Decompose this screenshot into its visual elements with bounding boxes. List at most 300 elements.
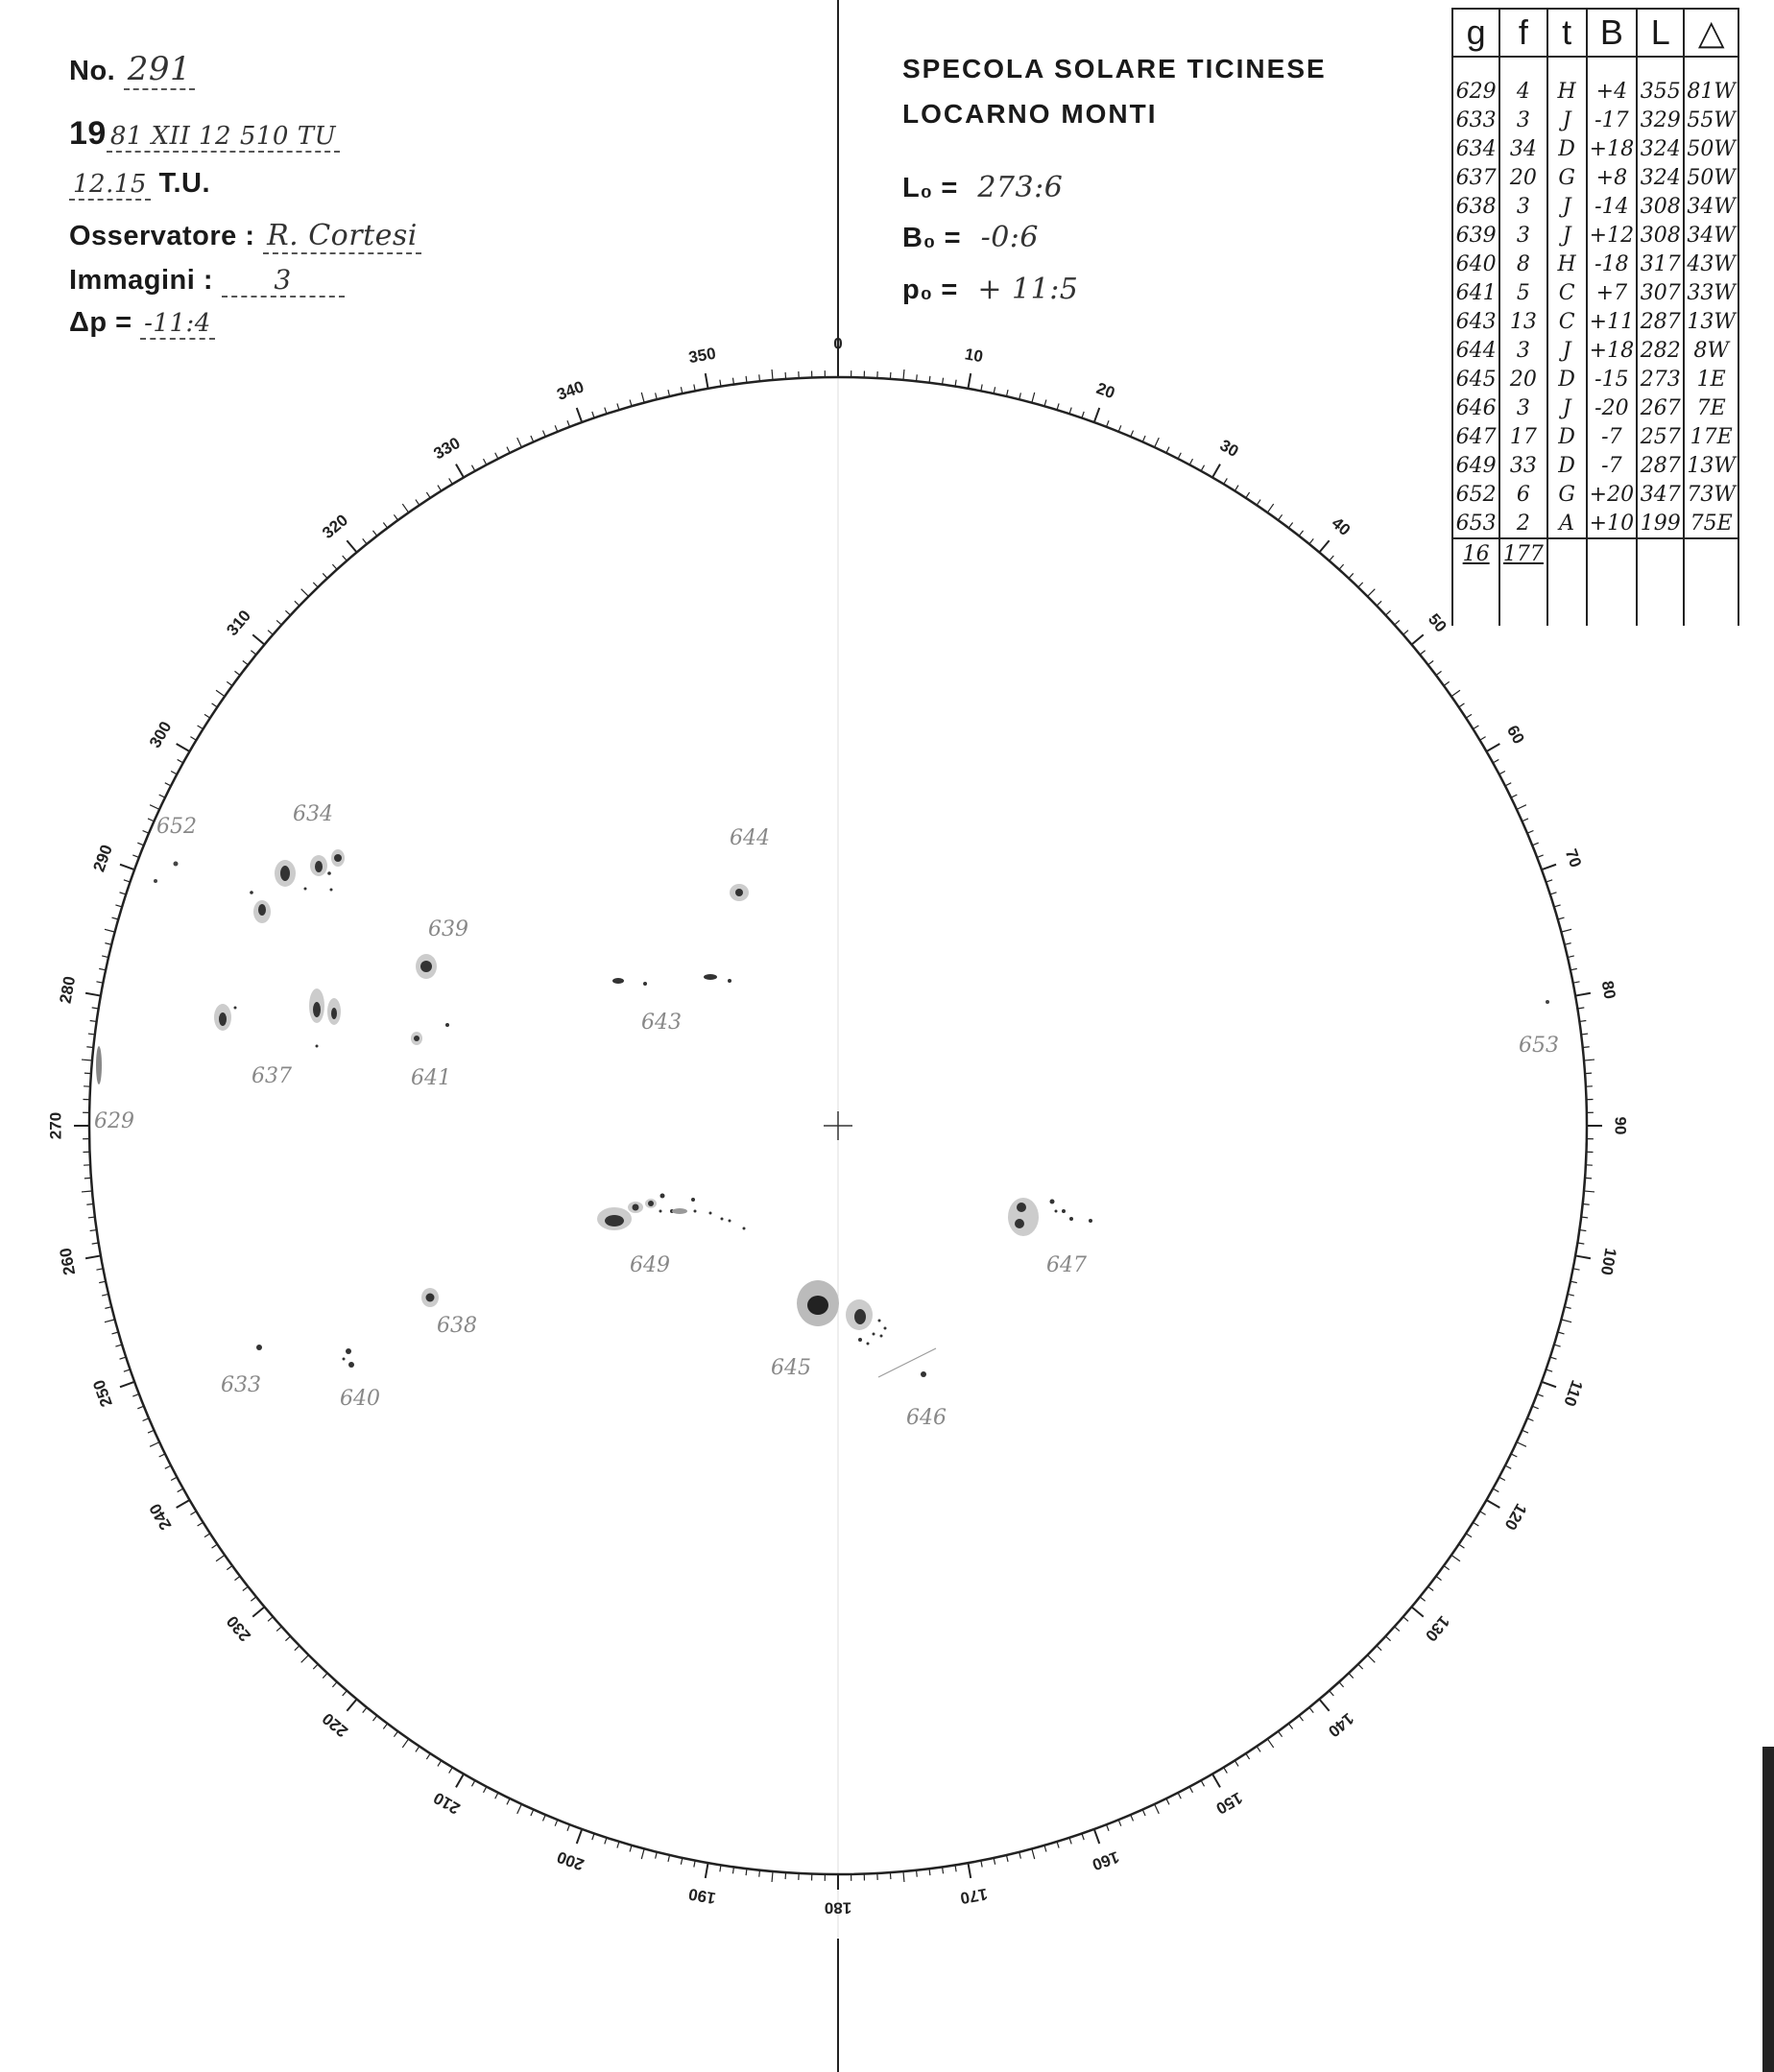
scale-tick: [301, 1655, 309, 1663]
scale-tick: [542, 1815, 545, 1821]
scale-tick: [917, 1870, 918, 1877]
scale-tick: [1436, 1576, 1442, 1580]
scale-label: 110: [1560, 1377, 1587, 1409]
scale-tick: [276, 620, 281, 625]
group-table: [1451, 8, 1739, 626]
table-cell: -20: [1587, 393, 1637, 422]
table-cell: 73W: [1684, 480, 1738, 509]
table-cell: 50W: [1684, 163, 1738, 192]
scale-tick: [1131, 1815, 1134, 1821]
empty-cell: [1452, 568, 1499, 626]
table-row: [1452, 336, 1738, 365]
scale-tick: [1395, 620, 1400, 625]
b0-value: -0:6: [980, 221, 1039, 254]
table-cell: J: [1547, 192, 1587, 221]
scale-tick: [1094, 408, 1099, 422]
table-cell: 637: [1452, 163, 1499, 192]
table-cell: +4: [1587, 57, 1637, 106]
group-653: [1546, 1000, 1549, 1004]
scale-tick: [1403, 631, 1408, 635]
scale-tick: [617, 1842, 619, 1848]
scale-tick: [426, 492, 430, 498]
scale-tick: [295, 1646, 300, 1651]
scale-tick: [332, 564, 337, 569]
group-638: [421, 1288, 439, 1307]
scale-tick: [1493, 1489, 1498, 1491]
scale-tick: [517, 438, 522, 447]
observer-value: R. Cortesi: [263, 219, 421, 254]
scale-tick: [656, 393, 658, 399]
scale-tick: [1006, 1855, 1008, 1862]
scale-tick: [746, 1869, 747, 1875]
scale-tick: [1330, 556, 1334, 560]
b0-label: B₀ =: [902, 223, 962, 253]
label-633: 633: [221, 1373, 261, 1397]
scale-tick: [1568, 1294, 1574, 1296]
scale-tick: [416, 1747, 420, 1752]
scale-tick: [1131, 431, 1134, 437]
scale-tick: [148, 819, 154, 822]
scale-tick: [1377, 601, 1381, 606]
scale-tick: [1570, 1281, 1577, 1282]
scale-tick: [1527, 1418, 1533, 1421]
table-cell: 8W: [1684, 336, 1738, 365]
time-suffix: T.U.: [158, 168, 211, 199]
table-cell: 1E: [1684, 365, 1738, 393]
scale-tick: [227, 1565, 232, 1569]
scale-label: 210: [430, 1788, 464, 1819]
table-cell: 5: [1499, 278, 1546, 307]
scale-tick: [204, 1534, 210, 1537]
scale-tick: [177, 1500, 190, 1508]
scale-tick: [150, 1442, 159, 1447]
scale-tick: [347, 540, 356, 552]
scale-label: 90: [1611, 1116, 1630, 1135]
table-cell: 308: [1637, 192, 1684, 221]
scale-tick: [641, 1848, 644, 1859]
scale-tick: [1403, 1617, 1408, 1622]
scale-tick: [1032, 1848, 1035, 1859]
table-cell: J: [1547, 393, 1587, 422]
scale-tick: [178, 759, 183, 762]
scale-tick: [212, 1544, 218, 1548]
label-646: 646: [906, 1406, 947, 1430]
scale-label: 60: [1502, 722, 1528, 748]
scale-tick: [968, 373, 971, 389]
scale-tick: [681, 1858, 682, 1865]
table-cell: -7: [1587, 451, 1637, 480]
scale-tick: [1436, 671, 1442, 675]
scale-tick: [555, 425, 558, 431]
table-cell: D: [1547, 365, 1587, 393]
scale-tick: [1568, 956, 1574, 958]
scale-tick: [216, 690, 225, 696]
scale-label: 240: [145, 1500, 176, 1534]
scale-tick: [1546, 880, 1553, 882]
scale-tick: [1032, 393, 1035, 403]
scale-tick: [88, 1034, 95, 1035]
scale-tick: [668, 1855, 670, 1862]
label-644: 644: [730, 826, 770, 850]
table-cell: 20: [1499, 163, 1546, 192]
label-645: 645: [771, 1356, 811, 1380]
scale-tick: [1257, 1747, 1260, 1752]
scale-tick: [994, 387, 995, 393]
table-cell: 33: [1499, 451, 1546, 480]
scale-tick: [1155, 438, 1160, 447]
scale-tick: [86, 1047, 93, 1048]
table-row: [1452, 307, 1738, 336]
scale-tick: [1511, 1454, 1517, 1457]
scale-tick: [1570, 968, 1577, 969]
empty-cell: [1499, 568, 1546, 626]
scale-tick: [1006, 390, 1008, 396]
scale-tick: [1189, 459, 1192, 464]
scale-tick: [1082, 1834, 1084, 1841]
scale-tick: [605, 408, 607, 415]
table-cell: 639: [1452, 221, 1499, 250]
scale-tick: [1583, 1204, 1590, 1205]
scale-tick: [1107, 420, 1110, 427]
scan-edge: [1762, 1747, 1774, 2072]
scale-tick: [124, 1369, 131, 1371]
table-cell: G: [1547, 163, 1587, 192]
scale-tick: [143, 830, 149, 833]
scale-label: 330: [430, 433, 464, 464]
group-644: [730, 884, 749, 901]
table-cell: 3: [1499, 192, 1546, 221]
scale-tick: [402, 504, 408, 512]
table-cell: +12: [1587, 221, 1637, 250]
table-cell: 646: [1452, 393, 1499, 422]
time-value: 12.15: [69, 170, 151, 201]
scale-tick: [171, 772, 177, 774]
col-g: g: [1452, 9, 1499, 57]
group-643: [612, 974, 731, 986]
observatory-name: SPECOLA SOLARE TICINESE: [902, 54, 1327, 83]
table-cell: +11: [1587, 307, 1637, 336]
scale-tick: [1554, 905, 1561, 907]
scale-tick: [132, 1394, 139, 1397]
scale-tick: [343, 1691, 348, 1696]
table-cell: D: [1547, 451, 1587, 480]
scale-tick: [438, 1760, 442, 1766]
scale-tick: [1107, 1824, 1110, 1831]
scale-tick: [1142, 1810, 1145, 1816]
scale-label: 260: [56, 1246, 80, 1277]
scale-tick: [1444, 1565, 1450, 1569]
scale-tick: [1278, 514, 1282, 520]
table-cell: +8: [1587, 163, 1637, 192]
scale-tick: [1420, 651, 1425, 655]
scale-tick: [295, 601, 300, 606]
table-cell: J: [1547, 221, 1587, 250]
scale-tick: [313, 1664, 318, 1669]
scale-tick: [268, 1617, 273, 1622]
scale-tick: [1575, 993, 1591, 996]
table-row: [1452, 163, 1738, 192]
scale-tick: [1288, 1724, 1292, 1729]
scale-tick: [592, 1834, 594, 1841]
table-row: [1452, 250, 1738, 278]
scale-tick: [1480, 737, 1486, 741]
scale-tick: [531, 1810, 534, 1816]
scale-label: 20: [1093, 378, 1117, 403]
scale-tick: [99, 968, 106, 969]
scale-tick: [1201, 1780, 1204, 1786]
scale-tick: [1319, 1700, 1329, 1711]
scale-label: 250: [89, 1377, 116, 1410]
label-639: 639: [428, 917, 468, 941]
scale-tick: [1339, 1682, 1344, 1687]
label-641: 641: [411, 1066, 451, 1090]
scale-tick: [1189, 1787, 1192, 1793]
scale-tick: [190, 1512, 196, 1515]
scale-tick: [567, 1824, 570, 1831]
scale-label: 270: [46, 1111, 65, 1140]
scale-label: 340: [554, 377, 587, 404]
scale-tick: [416, 500, 420, 506]
scale-label: 130: [1421, 1611, 1453, 1645]
scale-tick: [759, 374, 760, 381]
scale-tick: [1057, 1842, 1059, 1848]
scale-tick: [1330, 1691, 1334, 1696]
scale-label: 100: [1596, 1246, 1620, 1277]
l0-label: L₀ =: [902, 173, 958, 203]
scale-tick: [1142, 436, 1145, 441]
scale-tick: [1444, 681, 1450, 685]
scale-tick: [484, 459, 487, 464]
scale-tick: [994, 1858, 995, 1865]
scale-tick: [115, 905, 122, 907]
year-prefix: 19: [69, 115, 107, 152]
scale-tick: [1267, 504, 1273, 512]
table-cell: +7: [1587, 278, 1637, 307]
scale-label: 10: [963, 345, 985, 367]
scale-tick: [165, 783, 171, 786]
scale-tick: [1412, 1607, 1424, 1616]
scale-tick: [1451, 1555, 1460, 1560]
table-cell: 3: [1499, 106, 1546, 134]
total-cell: 177: [1499, 538, 1546, 568]
scale-tick: [1459, 1544, 1465, 1548]
table-cell: 287: [1637, 307, 1684, 336]
scale-tick: [124, 880, 131, 882]
scale-tick: [1069, 1838, 1071, 1845]
scale-label: 280: [56, 974, 80, 1006]
dp-label: Δp =: [69, 307, 132, 338]
group-649: [597, 1194, 746, 1231]
scale-tick: [1278, 1731, 1282, 1737]
table-cell: -15: [1587, 365, 1637, 393]
scale-tick: [456, 1774, 464, 1787]
scale-tick: [216, 1555, 225, 1560]
label-643: 643: [641, 1011, 682, 1035]
table-cell: -18: [1587, 250, 1637, 278]
scale-tick: [1554, 1345, 1561, 1346]
scale-tick: [85, 993, 101, 996]
scale-tick: [1537, 1394, 1544, 1397]
scale-tick: [1480, 1512, 1486, 1515]
scale-tick: [484, 1787, 487, 1793]
scale-tick: [363, 538, 367, 543]
scale-tick: [1499, 772, 1505, 774]
col-l: L: [1637, 9, 1684, 57]
scale-tick: [1522, 1430, 1528, 1433]
scale-tick: [1546, 1369, 1553, 1371]
table-cell: H: [1547, 250, 1587, 278]
scale-tick: [313, 583, 318, 587]
table-cell: +18: [1587, 134, 1637, 163]
scale-tick: [507, 447, 510, 453]
table-cell: 34: [1499, 134, 1546, 163]
scale-tick: [276, 1627, 281, 1631]
scale-tick: [903, 369, 904, 380]
scale-tick: [394, 514, 397, 520]
scale-tick: [159, 795, 165, 798]
table-cell: 3: [1499, 221, 1546, 250]
scale-tick: [577, 408, 582, 422]
group-640: [343, 1348, 355, 1368]
table-cell: 17E: [1684, 422, 1738, 451]
scale-tick: [252, 634, 264, 644]
scale-tick: [1486, 744, 1499, 751]
table-cell: 629: [1452, 57, 1499, 106]
scale-tick: [1118, 1820, 1121, 1825]
scale-tick: [1451, 690, 1460, 696]
scale-tick: [449, 478, 453, 484]
scale-tick: [165, 1465, 171, 1468]
table-cell: 347: [1637, 480, 1684, 509]
date-value: 81 XII 12 510 TU: [107, 122, 340, 153]
table-cell: D: [1547, 422, 1587, 451]
table-cell: 633: [1452, 106, 1499, 134]
scale-tick: [617, 403, 619, 410]
scale-tick: [1428, 660, 1434, 664]
scale-tick: [531, 436, 534, 441]
scale-tick: [1094, 1829, 1099, 1844]
scale-tick: [681, 387, 682, 393]
l0-value: 273:6: [977, 171, 1064, 204]
label-653: 653: [1519, 1034, 1559, 1058]
scale-label: 80: [1597, 979, 1619, 1001]
dp-value: -11:4: [140, 309, 215, 340]
scale-tick: [968, 1863, 971, 1878]
scale-tick: [1224, 478, 1228, 484]
scale-tick: [1459, 703, 1465, 707]
p0-label: p₀ =: [902, 274, 958, 305]
table-cell: 81W: [1684, 57, 1738, 106]
scale-tick: [1561, 929, 1571, 932]
table-cell: D: [1547, 134, 1587, 163]
group-646: [878, 1348, 936, 1377]
scale-tick: [1517, 1442, 1526, 1447]
scale-tick: [120, 893, 127, 894]
table-cell: 324: [1637, 163, 1684, 192]
group-647: [1008, 1198, 1092, 1236]
table-body: [1452, 57, 1738, 626]
scale-tick: [372, 1716, 376, 1722]
number-value: 291: [124, 50, 195, 90]
empty-cell: [1637, 538, 1684, 568]
scale-tick: [251, 1597, 255, 1601]
table-cell: A: [1547, 509, 1587, 538]
scale-tick: [917, 374, 918, 381]
scale-tick: [567, 420, 570, 427]
scale-tick: [120, 865, 134, 869]
scale-tick: [178, 1489, 183, 1491]
table-cell: 308: [1637, 221, 1684, 250]
scale-tick: [772, 1871, 773, 1882]
col-t: t: [1547, 9, 1587, 57]
scale-tick: [285, 1636, 290, 1641]
table-cell: H: [1547, 57, 1587, 106]
scale-tick: [383, 522, 387, 528]
table-row: [1452, 221, 1738, 250]
table-cell: 3: [1499, 393, 1546, 422]
scale-tick: [105, 943, 111, 945]
scale-tick: [592, 412, 594, 418]
empty-cell: [1587, 568, 1637, 626]
scale-label: 290: [89, 842, 116, 874]
scale-tick: [517, 1804, 522, 1814]
scale-tick: [1358, 1664, 1363, 1669]
table-cell: C: [1547, 278, 1587, 307]
scale-tick: [1339, 564, 1344, 569]
scale-tick: [772, 369, 773, 380]
table-cell: 55W: [1684, 106, 1738, 134]
scale-tick: [555, 1820, 558, 1825]
scale-tick: [1527, 830, 1533, 833]
table-cell: 17: [1499, 422, 1546, 451]
scale-tick: [132, 855, 139, 858]
table-cell: 33W: [1684, 278, 1738, 307]
scale-tick: [301, 589, 309, 597]
table-cell: 4: [1499, 57, 1546, 106]
scale-tick: [1057, 403, 1059, 410]
scale-tick: [426, 1753, 430, 1759]
scale-tick: [102, 1294, 108, 1296]
scale-tick: [323, 1673, 327, 1678]
scale-tick: [1385, 1636, 1390, 1641]
scale-tick: [234, 1576, 240, 1580]
group-637: [214, 988, 341, 1048]
table-cell: 653: [1452, 509, 1499, 538]
table-cell: 641: [1452, 278, 1499, 307]
group-641: [411, 1023, 449, 1045]
label-634: 634: [293, 802, 333, 826]
label-647: 647: [1046, 1253, 1087, 1277]
scale-label: 350: [686, 344, 718, 368]
number-label: No.: [69, 56, 116, 86]
table-cell: 329: [1637, 106, 1684, 134]
table-cell: 644: [1452, 336, 1499, 365]
table-row: [1452, 57, 1738, 106]
scale-tick: [143, 1418, 149, 1421]
scale-tick: [1368, 589, 1376, 597]
scale-tick: [1178, 453, 1181, 459]
scale-tick: [706, 373, 708, 389]
scale-tick: [137, 843, 143, 845]
scale-tick: [1201, 465, 1204, 471]
table-header: [1452, 9, 1738, 57]
scale-tick: [148, 1430, 154, 1433]
label-649: 649: [630, 1253, 670, 1277]
scale-tick: [120, 1357, 127, 1359]
scale-tick: [1358, 583, 1363, 587]
scale-tick: [137, 1406, 143, 1409]
scale-tick: [1420, 1597, 1425, 1601]
